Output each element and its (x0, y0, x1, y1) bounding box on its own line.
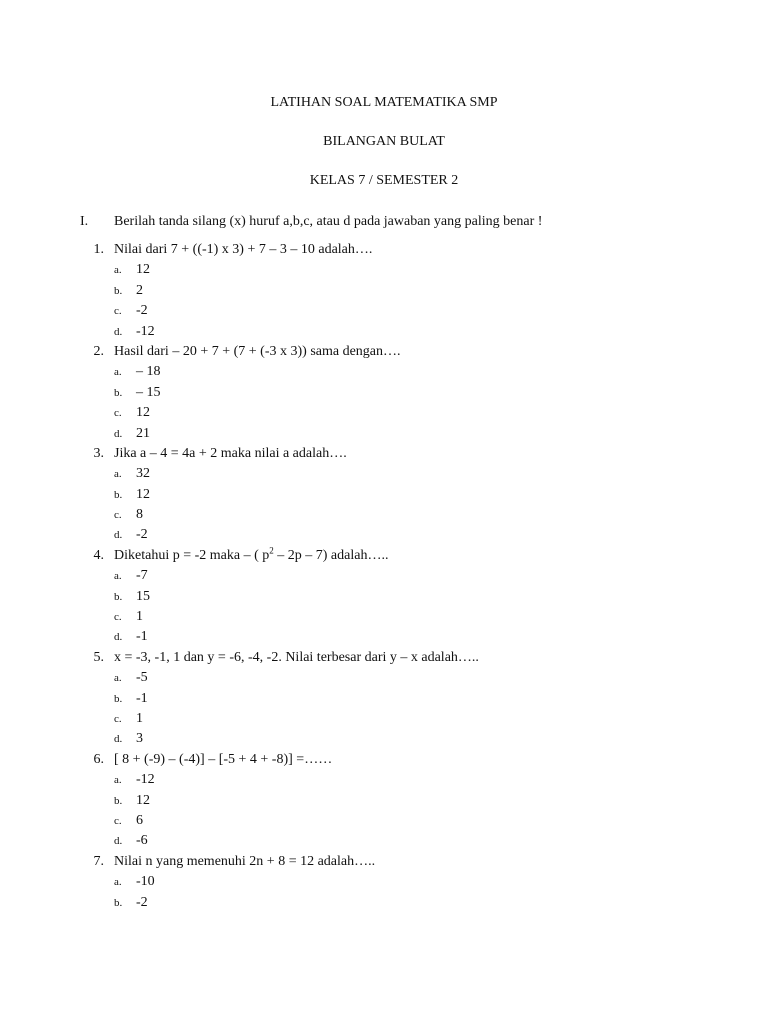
option-letter: c. (114, 712, 122, 725)
section-instruction: Berilah tanda silang (x) huruf a,b,c, atau d pada jawaban yang paling benar ! (114, 214, 543, 229)
option-text: -12 (136, 772, 155, 788)
document-class-semester: KELAS 7 / SEMESTER 2 (309, 173, 459, 188)
option-letter: a. (114, 774, 122, 787)
option-letter: c. (114, 305, 122, 318)
answer-option (0, 464, 768, 484)
option-letter: b. (114, 284, 123, 297)
option-text: 2 (136, 282, 143, 298)
option-text: – 15 (136, 384, 161, 400)
question-number: 7. (93, 853, 104, 869)
question-item (0, 852, 768, 872)
exponent: 2 (269, 545, 274, 556)
option-letter: c. (114, 509, 122, 522)
option-letter: a. (114, 264, 122, 277)
option-letter: a. (114, 876, 122, 889)
answer-option (0, 607, 768, 627)
option-text: -5 (136, 670, 148, 686)
question-text: Nilai n yang memenuhi 2n + 8 = 12 adalah….. (114, 853, 376, 869)
answer-option (0, 566, 768, 586)
option-letter: b. (114, 794, 123, 807)
answer-option (0, 872, 768, 892)
answer-option (0, 811, 768, 831)
option-letter: b. (114, 488, 123, 501)
answer-option (0, 709, 768, 729)
answer-option (0, 322, 768, 342)
option-text: -2 (136, 894, 148, 910)
option-text: 12 (136, 405, 150, 421)
question-number: 2. (93, 343, 104, 359)
answer-option (0, 281, 768, 301)
answer-option (0, 791, 768, 811)
option-letter: d. (114, 631, 123, 644)
option-text: 32 (136, 466, 150, 482)
question-item (0, 240, 768, 260)
question-text: Hasil dari – 20 + 7 + (7 + (-3 x 3)) sama dengan…. (114, 343, 401, 359)
question-number: 5. (93, 649, 104, 665)
option-letter: b. (114, 896, 123, 909)
option-text: 12 (136, 486, 150, 502)
question-text-part: Diketahui p = -2 maka – ( p (114, 547, 270, 563)
option-letter: c. (114, 407, 122, 420)
option-text: -1 (136, 690, 148, 706)
question-list (0, 240, 768, 913)
answer-option (0, 362, 768, 382)
answer-option (0, 505, 768, 525)
option-text: 1 (136, 609, 143, 625)
option-letter: a. (114, 366, 122, 379)
question-item (0, 444, 768, 464)
answer-option (0, 403, 768, 423)
option-text: 12 (136, 262, 150, 278)
option-letter: c. (114, 814, 122, 827)
question-item (0, 546, 768, 566)
option-letter: d. (114, 325, 123, 338)
option-letter: b. (114, 692, 123, 705)
option-text: – 18 (136, 364, 161, 380)
question-text-part: – 2p – 7) adalah….. (273, 547, 389, 563)
option-text: -7 (136, 568, 148, 584)
option-letter: d. (114, 427, 123, 440)
question-number: 3. (93, 445, 104, 461)
answer-option (0, 260, 768, 280)
answer-option (0, 668, 768, 688)
option-letter: a. (114, 672, 122, 685)
answer-option (0, 301, 768, 321)
option-letter: c. (114, 611, 122, 624)
question-item (0, 648, 768, 668)
option-text: -12 (136, 323, 155, 339)
question-item (0, 342, 768, 362)
question-text: [ 8 + (-9) – (-4)] – [-5 + 4 + -8)] =…… (114, 751, 333, 767)
option-text: 1 (136, 710, 143, 726)
option-text: 6 (136, 812, 143, 828)
option-letter: b. (114, 386, 123, 399)
option-text: 3 (136, 731, 143, 747)
option-text: -6 (136, 833, 148, 849)
answer-option (0, 424, 768, 444)
answer-option (0, 627, 768, 647)
option-letter: d. (114, 835, 123, 848)
option-text: 15 (136, 588, 150, 604)
question-number: 4. (93, 547, 104, 563)
option-text: 8 (136, 507, 143, 523)
answer-option (0, 689, 768, 709)
answer-option (0, 485, 768, 505)
option-letter: b. (114, 590, 123, 603)
answer-option (0, 893, 768, 913)
option-letter: d. (114, 529, 123, 542)
question-text: x = -3, -1, 1 dan y = -6, -4, -2. Nilai terbesar dari y – x adalah….. (114, 649, 479, 665)
answer-option (0, 770, 768, 790)
document-title: LATIHAN SOAL MATEMATIKA SMP (270, 95, 498, 110)
option-text: 21 (136, 425, 150, 441)
question-item (0, 750, 768, 770)
option-letter: d. (114, 733, 123, 746)
option-text: -1 (136, 629, 148, 645)
option-text: -2 (136, 527, 148, 543)
question-text: Jika a – 4 = 4a + 2 maka nilai a adalah…. (114, 445, 347, 461)
answer-option (0, 831, 768, 851)
option-letter: a. (114, 468, 122, 481)
answer-option (0, 383, 768, 403)
option-text: -10 (136, 874, 155, 890)
question-number: 1. (93, 242, 104, 257)
answer-option (0, 729, 768, 749)
answer-option (0, 587, 768, 607)
section-number: I. (80, 214, 89, 229)
option-text: -2 (136, 303, 148, 319)
document-subtitle: BILANGAN BULAT (323, 134, 445, 149)
option-text: 12 (136, 792, 150, 808)
question-text (114, 546, 388, 566)
option-letter: a. (114, 570, 122, 583)
question-number: 6. (93, 751, 104, 767)
answer-option (0, 525, 768, 545)
question-text: Nilai dari 7 + ((-1) x 3) + 7 – 3 – 10 adalah…. (114, 242, 373, 257)
